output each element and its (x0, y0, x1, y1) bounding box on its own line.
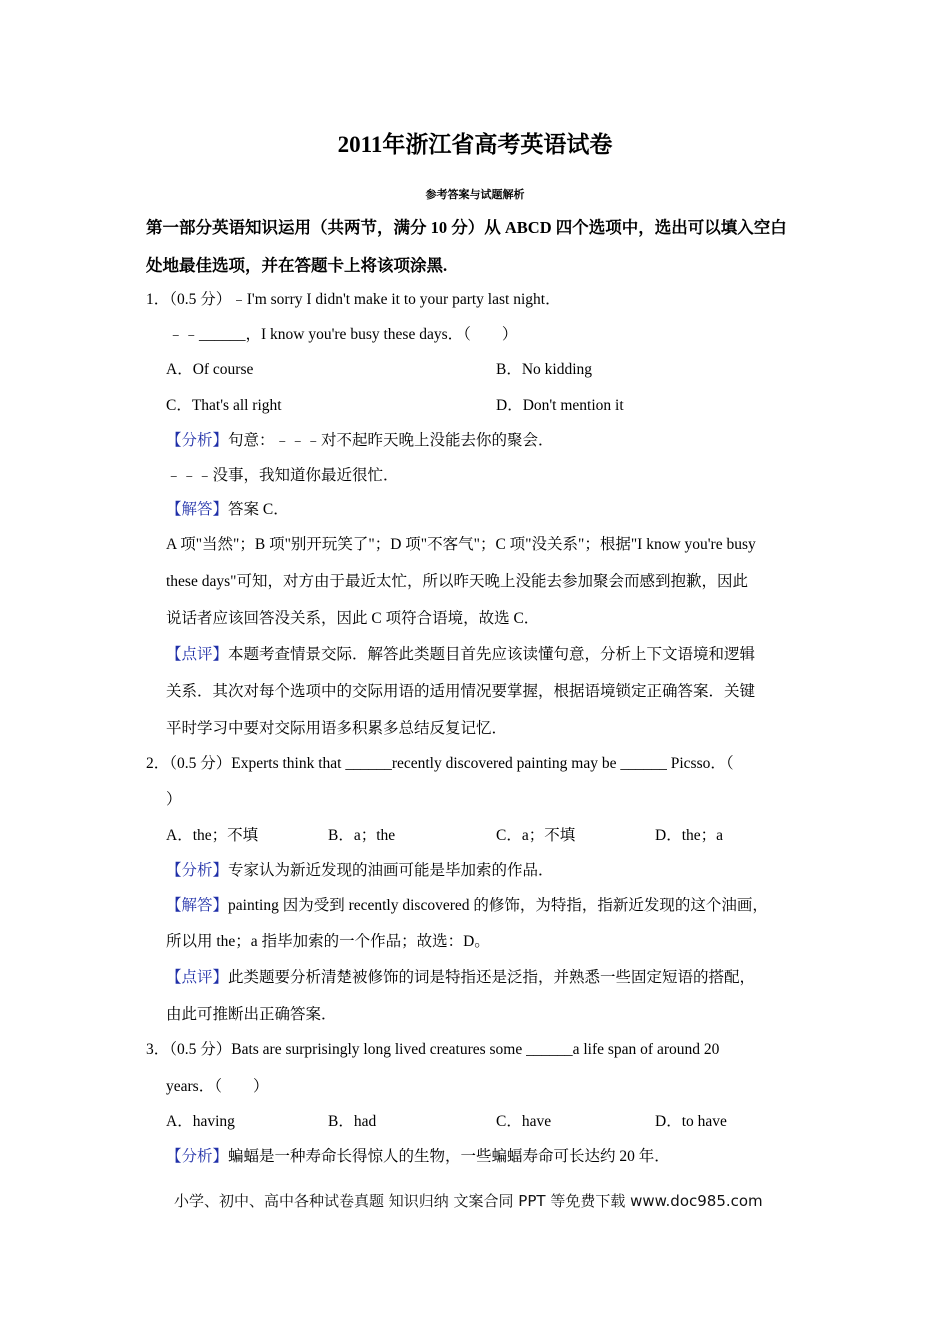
q3-option-a: A．having (166, 1113, 235, 1130)
analysis-tag: 【分析】 (166, 1148, 229, 1165)
q1-stem-2: ﹣﹣______，I know you're busy these days．（ ） (168, 326, 518, 343)
q2-stem-2: ） (166, 791, 182, 808)
q1-comment-3: 平时学习中要对交际用语多积累多总结反复记忆． (166, 720, 508, 737)
q3-analysis (166, 1144, 670, 1166)
q2-option-c: C．a；不填 (496, 827, 576, 844)
q2-comment-text: 此类题要分析清楚被修饰的词是特指还是泛指，并熟悉一些固定短语的搭配， (228, 969, 756, 986)
q1-option-a: A．Of course (166, 361, 254, 378)
q1-answer-text: 答案 C． (228, 501, 289, 518)
q3-analysis-text: 蝙蝠是一种寿命长得惊人的生物，一些蝙蝠寿命可长达约 20 年． (228, 1148, 670, 1165)
q1-answer (166, 497, 289, 519)
document-title: 2011年浙江省高考英语试卷 (337, 132, 613, 157)
document-subtitle: 参考答案与试题解析 (425, 189, 525, 201)
answer-tag: 【解答】 (166, 897, 229, 914)
q1-analysis-2: ﹣﹣﹣没事，我知道你最近很忙． (166, 467, 399, 484)
q2-analysis (166, 858, 554, 880)
q1-comment (166, 642, 755, 664)
q2-stem: 2．（0.5 分）Experts think that ______recently discovered painting may be ______ Picsso．（ (146, 755, 734, 772)
comment-tag: 【点评】 (166, 969, 229, 986)
q2-comment-2: 由此可推断出正确答案． (166, 1006, 337, 1023)
answer-tag: 【解答】 (166, 501, 229, 518)
page-footer: 小学、初中、高中各种试卷真题 知识归纳 文案合同 PPT 等免费下载 www.doc985.com (174, 1192, 763, 1210)
section-heading-line-1: 第一部分英语知识运用（共两节，满分 10 分）从 ABCD 四个选项中，选出可以填入空白 (146, 218, 787, 237)
q1-comment-text: 本题考查情景交际．解答此类题目首先应该读懂句意，分析上下文语境和逻辑 (228, 646, 756, 663)
q1-answer-3: these days"可知，对方由于最近太忙，所以昨天晚上没能去参加聚会而感到抱歉，因此 (166, 573, 748, 590)
q3-option-d: D．to have (655, 1113, 727, 1130)
q3-option-c: C．have (496, 1113, 552, 1130)
q1-answer-2: A 项"当然"；B 项"别开玩笑了"；D 项"不客气"；C 项"没关系"；根据"I know you're busy (166, 536, 756, 553)
q1-answer-4: 说话者应该回答没关系，因此 C 项符合语境，故选 C． (166, 610, 540, 627)
q3-option-b: B．had (328, 1113, 377, 1130)
q2-answer-2: 所以用 the；a 指毕加索的一个作品；故选：D。 (166, 933, 490, 950)
q2-answer (166, 893, 768, 915)
q2-answer-text: painting 因为受到 recently discovered 的修饰，为特指，指新近发现的这个油画， (228, 897, 768, 914)
q2-comment (166, 965, 755, 987)
q1-option-c: C．That's all right (166, 397, 282, 414)
comment-tag: 【点评】 (166, 646, 229, 663)
analysis-tag: 【分析】 (166, 432, 229, 449)
q2-option-b: B．a；the (328, 827, 396, 844)
q3-stem: 3．（0.5 分）Bats are surprisingly long lived creatures some ______a life span of around 20 (146, 1041, 720, 1058)
q2-analysis-text: 专家认为新近发现的油画可能是毕加索的作品． (228, 862, 554, 879)
q3-stem-2: years．（ ） (166, 1078, 269, 1095)
q1-analysis-text: 句意：﹣﹣﹣对不起昨天晚上没能去你的聚会． (228, 432, 554, 449)
q2-option-d: D．the；a (655, 827, 724, 844)
q1-option-d: D．Don't mention it (496, 397, 624, 414)
q1-comment-2: 关系．其次对每个选项中的交际用语的适用情况要掌握，根据语境锁定正确答案．关键 (166, 683, 756, 700)
section-heading-line-2: 处地最佳选项，并在答题卡上将该项涂黑. (146, 256, 448, 275)
analysis-tag: 【分析】 (166, 862, 229, 879)
q1-analysis (166, 428, 554, 450)
q1-option-b: B．No kidding (496, 361, 593, 378)
q1-stem: 1．（0.5 分）﹣I'm sorry I didn't make it to your party last night． (146, 291, 561, 308)
q2-option-a: A．the；不填 (166, 827, 259, 844)
